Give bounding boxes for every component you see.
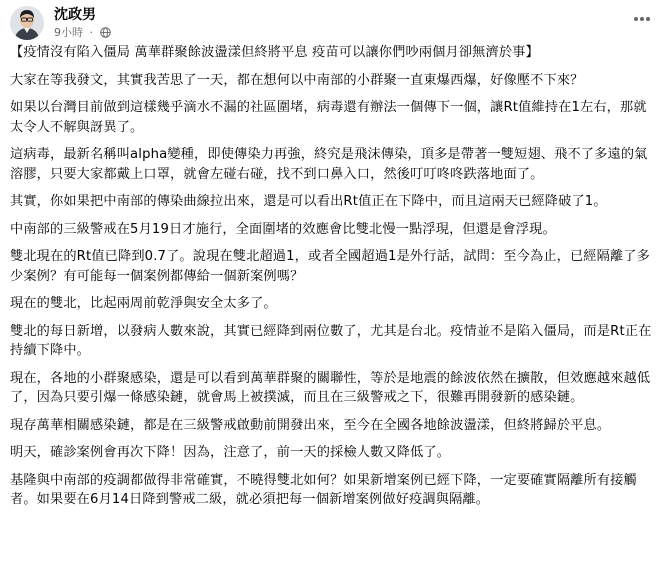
avatar[interactable]	[10, 6, 44, 40]
more-options-icon	[629, 8, 655, 30]
post-meta	[54, 26, 111, 40]
post-paragraph: 現在的雙北，比起兩周前乾淨與安全太多了。	[10, 296, 277, 311]
post-timestamp[interactable]: 9小時	[54, 26, 83, 39]
post-paragraph: 現存萬華相關感染鏈，都是在三級警戒啟動前開發出來，至今在全國各地餘波盪漾，但終將歸於平息。	[10, 417, 611, 433]
post-header	[10, 6, 657, 40]
post-body	[10, 43, 660, 518]
post-paragraph: 現在，各地的小群聚感染，還是可以看到萬華群聚的關聯性，等於是地震的餘波依然在擴散，但效應越來越低了，因為只要引爆一條感染鏈，就會馬上被撲滅，而且在三級警戒之下，很難再開發新的感染鏈。	[10, 370, 651, 405]
post-paragraph: 這病毒，最新名稱叫alpha變種，即使傳染力再強，終究是飛沫傳染，頂多是帶著一雙短翅、飛不了多遠的氣溶膠，只要大家都戴上口罩，就會左碰右碰，找不到口鼻入口，然後叮叮咚咚跌落地面了。	[10, 147, 648, 182]
more-options-button[interactable]	[629, 8, 655, 30]
post-paragraph-headline: 【疫情沒有陷入僵局 萬華群聚餘波盪漾但終將平息 疫苗可以讓你們吵兩個月卻無濟於事】	[10, 45, 539, 60]
meta-separator: ·	[89, 26, 93, 39]
post-paragraph: 中南部的三級警戒在5月19日才施行，全面圍堵的效應會比雙北慢一點浮現，但還是會浮現。	[10, 221, 556, 237]
post-paragraph: 明天，確診案例會再次下降！因為，注意了，前一天的採檢人數又降低了。	[10, 445, 451, 460]
avatar-portrait	[10, 6, 44, 40]
globe-icon[interactable]	[100, 27, 111, 38]
post-paragraph: 雙北現在的Rt值已降到0.7了。說現在雙北超過1，或者全國超過1是外行話，試問：至今為止，已經隔離了多少案例？有可能每一個案例都傳給一個新案例嗎？	[10, 249, 650, 284]
post-paragraph: 如果以台灣目前做到這樣幾乎滴水不漏的社區圍堵，病毒還有辦法一個傳下一個，讓Rt值維持在1左右，那就太令人不解與訝異了。	[10, 100, 647, 135]
author-name[interactable]: 沈政男	[54, 7, 96, 23]
post-paragraph: 雙北的每日新增，以發病人數來說，其實已經降到兩位數了，尤其是台北。疫情並不是陷入僵局，而是Rt正在持續下降中。	[10, 323, 652, 358]
post-paragraph: 其實，你如果把中南部的傳染曲線拉出來，還是可以看出Rt值正在下降中，而且這兩天已經降破了1。	[10, 194, 607, 209]
post-paragraph: 基隆與中南部的疫調都做得非常確實，不曉得雙北如何？如果新增案例已經下降，一定要確實隔離所有接觸者。如果要在6月14日降到警戒二級，就必須把每一個新增案例做好疫調與隔離。	[10, 472, 637, 507]
post-paragraph: 大家在等我發文，其實我苦思了一天，都在想何以中南部的小群聚一直東爆西爆，好像壓不下來？	[10, 72, 584, 88]
